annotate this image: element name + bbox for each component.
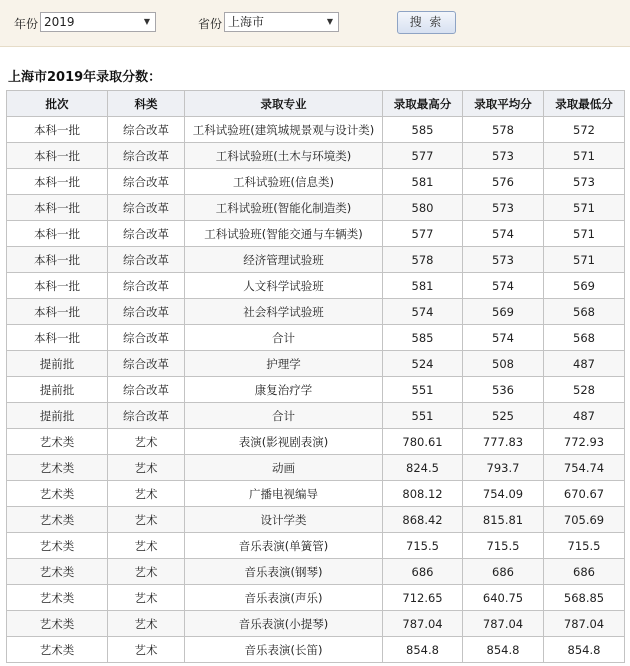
cell-min-score: 568 (544, 299, 625, 325)
cell-batch: 本科一批 (7, 325, 108, 351)
table-row (7, 403, 625, 429)
year-select[interactable] (40, 12, 156, 32)
cell-max-score: 577 (383, 143, 463, 169)
cell-category: 综合改革 (108, 143, 185, 169)
cell-batch: 艺术类 (7, 637, 108, 663)
cell-avg-score: 573 (463, 195, 544, 221)
table-row (7, 143, 625, 169)
cell-max-score: 854.8 (383, 637, 463, 663)
cell-min-score: 854.8 (544, 637, 625, 663)
cell-min-score: 528 (544, 377, 625, 403)
cell-max-score: 712.65 (383, 585, 463, 611)
cell-major: 工科试验班(建筑城规景观与设计类) (185, 117, 383, 143)
cell-category: 艺术 (108, 585, 185, 611)
cell-min-score: 571 (544, 143, 625, 169)
cell-category: 艺术 (108, 481, 185, 507)
cell-avg-score: 754.09 (463, 481, 544, 507)
cell-category: 综合改革 (108, 325, 185, 351)
cell-avg-score: 574 (463, 221, 544, 247)
cell-max-score: 824.5 (383, 455, 463, 481)
header-batch: 批次 (7, 91, 108, 117)
section-title: 上海市2019年录取分数： (8, 70, 162, 85)
cell-avg-score: 578 (463, 117, 544, 143)
header-major: 录取专业 (185, 91, 383, 117)
cell-min-score: 571 (544, 195, 625, 221)
chevron-down-icon: ▼ (326, 17, 334, 26)
cell-min-score: 715.5 (544, 533, 625, 559)
table-row (7, 221, 625, 247)
cell-avg-score: 536 (463, 377, 544, 403)
cell-max-score: 581 (383, 169, 463, 195)
cell-category: 艺术 (108, 455, 185, 481)
cell-major: 音乐表演(钢琴) (185, 559, 383, 585)
cell-max-score: 585 (383, 117, 463, 143)
table-row (7, 507, 625, 533)
table-row (7, 429, 625, 455)
cell-major: 工科试验班(信息类) (185, 169, 383, 195)
cell-min-score: 686 (544, 559, 625, 585)
cell-major: 工科试验班(土木与环境类) (185, 143, 383, 169)
cell-avg-score: 508 (463, 351, 544, 377)
cell-avg-score: 787.04 (463, 611, 544, 637)
cell-major: 音乐表演(小提琴) (185, 611, 383, 637)
cell-batch: 艺术类 (7, 429, 108, 455)
cell-avg-score: 777.83 (463, 429, 544, 455)
province-select[interactable] (224, 12, 339, 32)
cell-category: 综合改革 (108, 169, 185, 195)
chevron-down-icon: ▼ (143, 17, 151, 26)
table-row (7, 455, 625, 481)
cell-batch: 艺术类 (7, 559, 108, 585)
cell-min-score: 573 (544, 169, 625, 195)
cell-batch: 艺术类 (7, 533, 108, 559)
cell-batch: 本科一批 (7, 169, 108, 195)
cell-min-score: 568 (544, 325, 625, 351)
search-button[interactable]: 搜 索 (397, 11, 456, 34)
year-label: 年份 (14, 17, 39, 31)
cell-batch: 提前批 (7, 351, 108, 377)
cell-major: 经济管理试验班 (185, 247, 383, 273)
cell-category: 艺术 (108, 507, 185, 533)
cell-major: 护理学 (185, 351, 383, 377)
cell-min-score: 772.93 (544, 429, 625, 455)
cell-major: 合计 (185, 403, 383, 429)
table-row (7, 325, 625, 351)
table-row (7, 195, 625, 221)
cell-avg-score: 686 (463, 559, 544, 585)
cell-batch: 本科一批 (7, 143, 108, 169)
header-min-score: 录取最低分 (544, 91, 625, 117)
cell-batch: 本科一批 (7, 299, 108, 325)
cell-max-score: 574 (383, 299, 463, 325)
cell-category: 综合改革 (108, 195, 185, 221)
cell-category: 综合改革 (108, 221, 185, 247)
table-row (7, 637, 625, 663)
table-row (7, 585, 625, 611)
cell-batch: 艺术类 (7, 481, 108, 507)
cell-avg-score: 854.8 (463, 637, 544, 663)
cell-category: 艺术 (108, 611, 185, 637)
cell-category: 综合改革 (108, 117, 185, 143)
cell-category: 综合改革 (108, 351, 185, 377)
cell-max-score: 715.5 (383, 533, 463, 559)
cell-category: 艺术 (108, 533, 185, 559)
cell-avg-score: 525 (463, 403, 544, 429)
cell-batch: 本科一批 (7, 195, 108, 221)
cell-batch: 艺术类 (7, 611, 108, 637)
cell-batch: 本科一批 (7, 117, 108, 143)
cell-batch: 艺术类 (7, 507, 108, 533)
cell-batch: 本科一批 (7, 221, 108, 247)
filter-bar (0, 0, 630, 47)
cell-major: 社会科学试验班 (185, 299, 383, 325)
cell-category: 艺术 (108, 559, 185, 585)
cell-major: 工科试验班(智能交通与车辆类) (185, 221, 383, 247)
cell-min-score: 705.69 (544, 507, 625, 533)
cell-avg-score: 569 (463, 299, 544, 325)
cell-min-score: 569 (544, 273, 625, 299)
cell-major: 表演(影视剧表演) (185, 429, 383, 455)
header-avg-score: 录取平均分 (463, 91, 544, 117)
table-row (7, 559, 625, 585)
cell-batch: 艺术类 (7, 455, 108, 481)
cell-category: 艺术 (108, 429, 185, 455)
cell-max-score: 686 (383, 559, 463, 585)
cell-min-score: 571 (544, 247, 625, 273)
cell-major: 动画 (185, 455, 383, 481)
cell-category: 综合改革 (108, 403, 185, 429)
cell-avg-score: 793.7 (463, 455, 544, 481)
cell-avg-score: 573 (463, 247, 544, 273)
cell-major: 音乐表演(声乐) (185, 585, 383, 611)
cell-min-score: 572 (544, 117, 625, 143)
cell-major: 音乐表演(单簧管) (185, 533, 383, 559)
cell-category: 综合改革 (108, 377, 185, 403)
cell-major: 音乐表演(长笛) (185, 637, 383, 663)
cell-max-score: 808.12 (383, 481, 463, 507)
table-row (7, 611, 625, 637)
cell-max-score: 580 (383, 195, 463, 221)
cell-category: 综合改革 (108, 299, 185, 325)
cell-category: 综合改革 (108, 273, 185, 299)
cell-batch: 艺术类 (7, 585, 108, 611)
cell-avg-score: 573 (463, 143, 544, 169)
province-select-value: 上海市 (228, 15, 265, 29)
scores-table (6, 90, 625, 663)
year-select-value: 2019 (44, 15, 75, 29)
cell-major: 康复治疗学 (185, 377, 383, 403)
table-row (7, 273, 625, 299)
cell-avg-score: 576 (463, 169, 544, 195)
cell-max-score: 787.04 (383, 611, 463, 637)
table-row (7, 247, 625, 273)
cell-batch: 提前批 (7, 403, 108, 429)
cell-batch: 本科一批 (7, 247, 108, 273)
cell-min-score: 670.67 (544, 481, 625, 507)
table-header-row (7, 91, 625, 117)
cell-max-score: 578 (383, 247, 463, 273)
cell-max-score: 551 (383, 403, 463, 429)
cell-category: 艺术 (108, 637, 185, 663)
cell-max-score: 581 (383, 273, 463, 299)
table-row (7, 351, 625, 377)
table-row (7, 117, 625, 143)
header-max-score: 录取最高分 (383, 91, 463, 117)
cell-major: 设计学类 (185, 507, 383, 533)
cell-min-score: 487 (544, 351, 625, 377)
cell-batch: 本科一批 (7, 273, 108, 299)
cell-major: 人文科学试验班 (185, 273, 383, 299)
cell-avg-score: 640.75 (463, 585, 544, 611)
cell-avg-score: 574 (463, 325, 544, 351)
cell-batch: 提前批 (7, 377, 108, 403)
cell-max-score: 585 (383, 325, 463, 351)
cell-avg-score: 715.5 (463, 533, 544, 559)
cell-category: 综合改革 (108, 247, 185, 273)
table-body (7, 117, 625, 663)
header-category: 科类 (108, 91, 185, 117)
table-row (7, 377, 625, 403)
cell-min-score: 754.74 (544, 455, 625, 481)
table-row (7, 169, 625, 195)
cell-max-score: 780.61 (383, 429, 463, 455)
cell-min-score: 787.04 (544, 611, 625, 637)
cell-min-score: 568.85 (544, 585, 625, 611)
table-row (7, 533, 625, 559)
cell-max-score: 524 (383, 351, 463, 377)
cell-avg-score: 815.81 (463, 507, 544, 533)
province-label: 省份 (198, 17, 223, 31)
table-row (7, 299, 625, 325)
cell-major: 合计 (185, 325, 383, 351)
table-row (7, 481, 625, 507)
cell-min-score: 571 (544, 221, 625, 247)
cell-max-score: 868.42 (383, 507, 463, 533)
cell-avg-score: 574 (463, 273, 544, 299)
cell-major: 工科试验班(智能化制造类) (185, 195, 383, 221)
cell-max-score: 577 (383, 221, 463, 247)
cell-major: 广播电视编导 (185, 481, 383, 507)
cell-max-score: 551 (383, 377, 463, 403)
cell-min-score: 487 (544, 403, 625, 429)
